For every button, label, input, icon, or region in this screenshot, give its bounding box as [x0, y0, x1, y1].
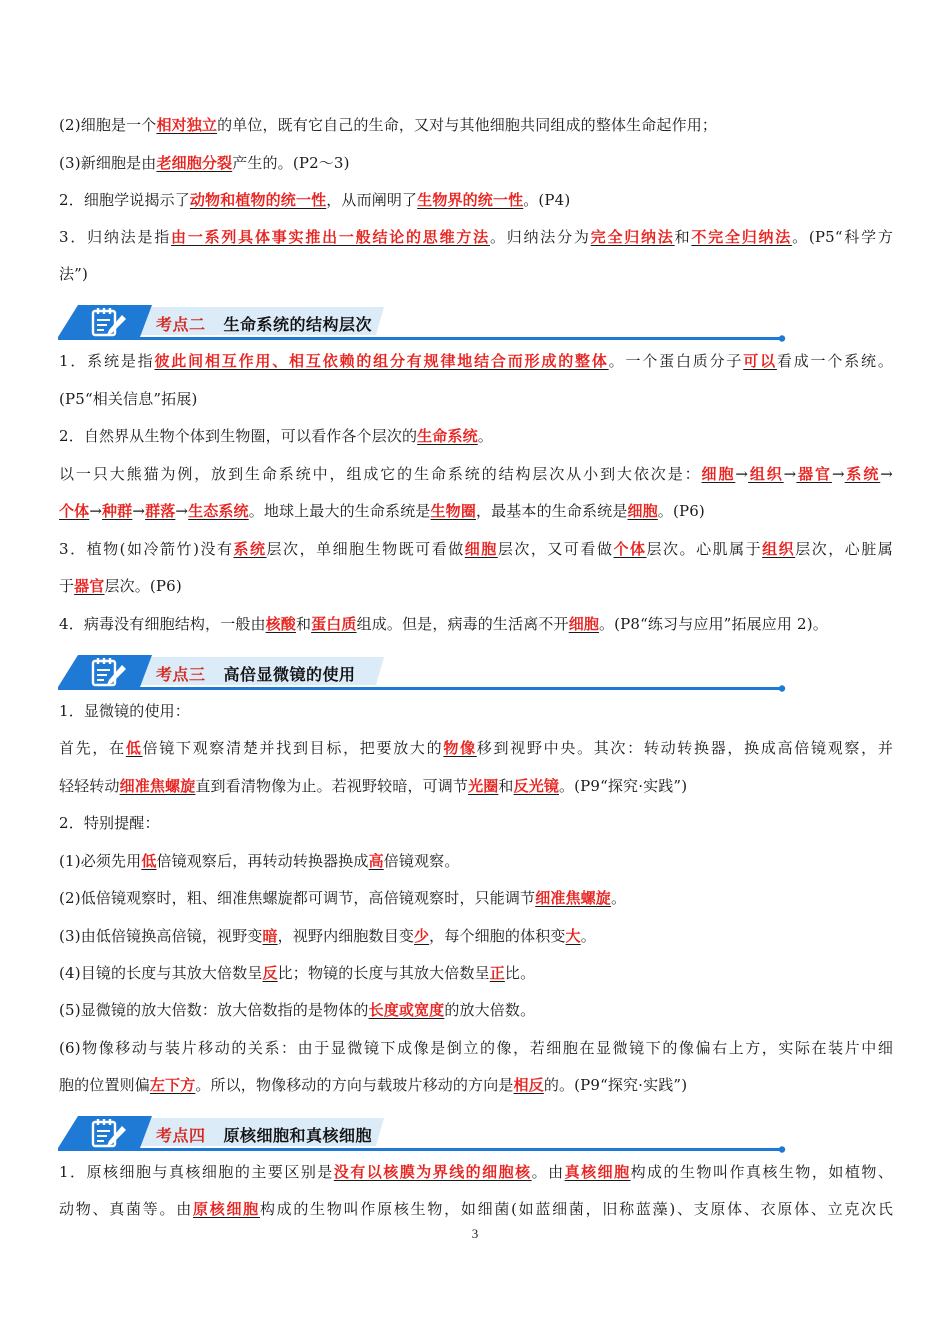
text-run: 1．显微镜的使用：	[59, 702, 190, 720]
text-run: →	[880, 465, 893, 483]
text-run: 。	[477, 427, 493, 445]
text-run: 胞的位置则偏	[59, 1076, 150, 1094]
page-number: 3	[471, 1226, 479, 1241]
text-line	[59, 614, 893, 634]
text-run: (1)必须先用	[59, 852, 142, 870]
text-run: 轻轻转动	[59, 777, 120, 795]
text-line	[59, 264, 893, 284]
text-run: 看成一个系统。	[776, 352, 893, 370]
section-title	[156, 662, 356, 685]
text-run: (4)目镜的长度与其放大倍数呈	[59, 964, 263, 982]
text-run: →	[735, 465, 749, 483]
text-run: 和	[498, 777, 514, 795]
text-line	[59, 1000, 893, 1020]
text-line	[59, 539, 893, 559]
text-run: 。由	[531, 1163, 565, 1181]
text-run: 和	[295, 615, 312, 633]
text-line	[59, 1075, 893, 1095]
text-run: 法”)	[59, 265, 88, 283]
key-term: 老细胞分裂	[156, 154, 233, 172]
text-line	[59, 888, 893, 908]
text-run: ，从而阐明了	[326, 191, 418, 209]
key-term: 正	[489, 964, 505, 982]
key-term: 没有以核膜为界线的细胞核	[333, 1163, 532, 1181]
key-term: 反光镜	[513, 777, 559, 795]
text-run: (5)显微镜的放大倍数：放大倍数指的是物体的	[59, 1001, 369, 1019]
text-run: 。归纳法分为	[489, 228, 591, 246]
text-run: 层次，心脏属	[795, 540, 893, 558]
text-line	[59, 576, 893, 596]
text-run: 。一个蛋白质分子	[608, 352, 744, 370]
text-run: 比。	[504, 964, 536, 982]
text-run: (P5“相关信息”拓展)	[59, 390, 198, 408]
text-run: 移到视野中央。其次：转动转换器，换成高倍镜观察，并	[476, 739, 893, 757]
key-term: 反	[262, 964, 278, 982]
text-run: 3．植物(如冷箭竹)没有	[59, 540, 234, 558]
text-run: 。(P4)	[523, 191, 571, 209]
section-title-text: 原核细胞和真核细胞	[223, 1126, 373, 1145]
text-run: ，最基本的生命系统是	[475, 502, 628, 520]
key-term: 器官	[74, 577, 105, 595]
section-title	[156, 312, 372, 335]
text-run: 直到看清物像为止。若视野较暗，可调节	[195, 777, 469, 795]
key-term: 种群	[102, 502, 133, 520]
key-term: 系统	[844, 465, 881, 483]
text-line	[59, 389, 893, 409]
key-term: 低	[141, 852, 157, 870]
text-run: (3)新细胞是由	[59, 154, 157, 172]
text-run: 首先，在	[59, 739, 126, 757]
key-term: 少	[414, 927, 430, 945]
text-run: 组成。但是，病毒的生活离不开	[356, 615, 569, 633]
notepad-pencil-icon	[88, 655, 132, 689]
text-run: 层次，单细胞生物既可看做	[266, 540, 465, 558]
section-title	[156, 1123, 372, 1146]
text-run: 的单位，既有它自己的生命，又对与其他细胞共同组成的整体生命起作用；	[217, 116, 718, 134]
notepad-pencil-icon	[88, 305, 132, 339]
text-run: 1．系统是指	[59, 352, 155, 370]
text-run: 于	[59, 577, 75, 595]
key-term: 低	[125, 739, 143, 757]
text-run: 构成的生物叫作真核生物，如植物、	[630, 1163, 893, 1181]
text-run: 动物、真菌等。由	[59, 1200, 193, 1218]
text-run: 的放大倍数。	[444, 1001, 536, 1019]
key-term: 组织	[762, 540, 796, 558]
section-header	[58, 301, 786, 343]
section-header	[58, 651, 786, 693]
text-line	[59, 153, 893, 173]
text-line	[59, 1199, 893, 1219]
key-term: 动物和植物的统一性	[189, 191, 327, 209]
text-run: 构成的生物叫作原核生物，如细菌(如蓝细菌，旧称蓝藻)、支原体、衣原体、立克次氏	[259, 1200, 893, 1218]
text-line	[59, 227, 893, 247]
section-number: 考点二	[156, 315, 206, 334]
key-term: 真核细胞	[564, 1163, 631, 1181]
key-term: 左下方	[149, 1076, 196, 1094]
key-term: 高	[368, 852, 384, 870]
text-run: ，视野内细胞数目变	[277, 927, 415, 945]
key-term: 生物圈	[430, 502, 476, 520]
key-term: 细胞	[464, 540, 498, 558]
text-run: 。	[580, 927, 596, 945]
text-run: 层次。心肌属于	[646, 540, 763, 558]
text-line	[59, 926, 893, 946]
text-run: (2)低倍镜观察时，粗、细准焦螺旋都可调节，高倍镜观察时，只能调节	[59, 889, 536, 907]
key-term: 大	[565, 927, 581, 945]
text-line	[59, 813, 893, 833]
text-run: 2．自然界从生物个体到生物圈，可以看作各个层次的	[59, 427, 418, 445]
key-term: 细胞	[627, 502, 658, 520]
text-run: 倍镜观察。	[383, 852, 460, 870]
key-term: 细准焦螺旋	[535, 889, 611, 907]
key-term: 组织	[748, 465, 784, 483]
text-run: 。(P8“练习与应用”拓展应用 2)。	[599, 615, 828, 633]
text-run: 。(P5“科学方	[792, 228, 893, 246]
text-line	[59, 738, 893, 758]
text-run: (2)细胞是一个	[59, 116, 157, 134]
text-run: 2．特别提醒：	[59, 814, 160, 832]
key-term: 核酸	[265, 615, 296, 633]
text-run: 。(P9“探究·实践”)	[559, 777, 688, 795]
text-run: 产生的。(P2～3)	[232, 154, 350, 172]
text-run: 以一只大熊猫为例，放到生命系统中，组成它的生命系统的结构层次从小到大依次是：	[59, 465, 702, 483]
text-line	[59, 464, 893, 484]
key-term: 细胞	[568, 615, 599, 633]
text-line	[59, 501, 893, 521]
key-term: 生态系统	[188, 502, 249, 520]
text-run: ，每个细胞的体积变	[429, 927, 566, 945]
notepad-pencil-icon	[88, 1116, 132, 1150]
text-line	[59, 190, 893, 210]
section-title-text: 高倍显微镜的使用	[223, 665, 356, 684]
text-run: 。(P6)	[657, 502, 705, 520]
text-run: 倍镜下观察清楚并找到目标，把要放大的	[142, 739, 444, 757]
key-term: 相对独立	[156, 116, 218, 134]
key-term: 由一系列具体事实推出一般结论的思维方法	[171, 228, 490, 246]
key-term: 不完全归纳法	[691, 228, 793, 246]
text-run: →	[175, 502, 189, 520]
text-run: 和	[674, 228, 692, 246]
text-run: 。所以，物像移动的方向与载玻片移动的方向是	[195, 1076, 514, 1094]
key-term: 长度或宽度	[368, 1001, 445, 1019]
text-run: 倍镜观察后，再转动转换器换成	[156, 852, 369, 870]
text-run: →	[89, 502, 103, 520]
text-line	[59, 851, 893, 871]
text-run: →	[783, 465, 797, 483]
text-run: 4．病毒没有细胞结构，一般由	[59, 615, 266, 633]
text-line	[59, 1162, 893, 1182]
key-term: 可以	[743, 352, 777, 370]
key-term: 蛋白质	[311, 615, 357, 633]
text-line	[59, 1038, 893, 1058]
key-term: 完全归纳法	[590, 228, 675, 246]
text-run: 层次，又可看做	[497, 540, 614, 558]
text-line	[59, 351, 893, 371]
key-term: 细准焦螺旋	[119, 777, 196, 795]
text-run: 比；物镜的长度与其放大倍数呈	[277, 964, 490, 982]
section-number: 考点三	[156, 665, 206, 684]
text-run: →	[132, 502, 146, 520]
key-term: 原核细胞	[192, 1200, 260, 1218]
key-term: 个体	[613, 540, 647, 558]
text-run: 。	[610, 889, 627, 907]
text-line	[59, 776, 893, 796]
text-run: 层次。(P6)	[104, 577, 182, 595]
text-line	[59, 115, 893, 135]
text-line	[59, 963, 893, 983]
text-run: (3)由低倍镜换高倍镜，视野变	[59, 927, 263, 945]
key-term: 物像	[443, 739, 477, 757]
key-term: 光圈	[468, 777, 499, 795]
text-run: →	[831, 465, 845, 483]
section-title-text: 生命系统的结构层次	[223, 315, 373, 334]
key-term: 相反	[513, 1076, 544, 1094]
text-run: 。地球上最大的生命系统是	[248, 502, 431, 520]
key-term: 细胞	[701, 465, 736, 483]
key-term: 暗	[262, 927, 278, 945]
key-term: 系统	[233, 540, 267, 558]
text-run: 的。(P9“探究·实践”)	[543, 1076, 688, 1094]
key-term: 生命系统	[417, 427, 478, 445]
text-run: 1．原核细胞与真核细胞的主要区别是	[59, 1163, 334, 1181]
text-run: 3．归纳法是指	[59, 228, 172, 246]
section-header	[58, 1112, 786, 1154]
key-term: 器官	[796, 465, 832, 483]
text-line	[59, 701, 893, 721]
key-term: 彼此间相互作用、相互依赖的组分有规律地结合而形成的整体	[154, 352, 609, 370]
key-term: 群落	[145, 502, 176, 520]
section-number: 考点四	[156, 1126, 206, 1145]
text-line	[59, 426, 893, 446]
key-term: 个体	[59, 502, 90, 520]
text-run: (6)物像移动与装片移动的关系：由于显微镜下成像是倒立的像，若细胞在显微镜下的像偏右上方，实际在装片中细	[59, 1039, 893, 1057]
text-run: 2．细胞学说揭示了	[59, 191, 190, 209]
key-term: 生物界的统一性	[417, 191, 524, 209]
